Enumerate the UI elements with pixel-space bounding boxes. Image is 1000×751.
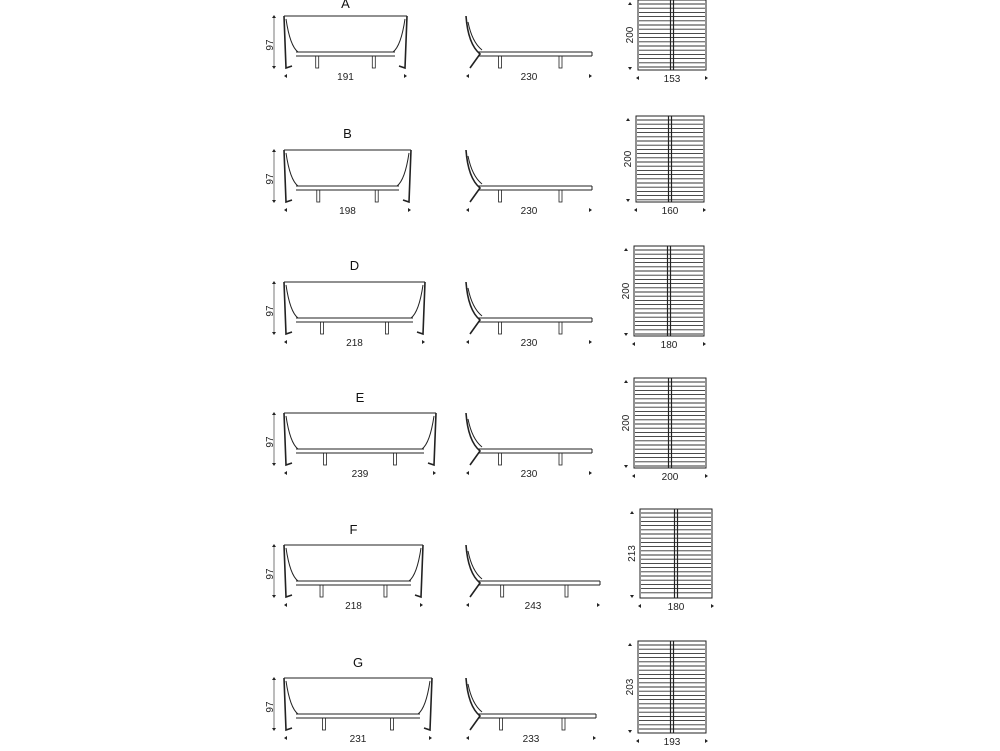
length-label: 230 xyxy=(520,206,538,217)
arrow-marker xyxy=(466,471,469,475)
bed-variant-f xyxy=(265,509,714,613)
width-label: 198 xyxy=(339,206,356,217)
arrow-marker xyxy=(593,736,596,740)
center-leg xyxy=(321,322,324,334)
arrow-marker xyxy=(429,736,432,740)
arrow-marker xyxy=(589,340,592,344)
side-leg xyxy=(499,190,502,202)
center-leg xyxy=(317,190,320,202)
side-leg xyxy=(501,585,504,597)
arrow-marker xyxy=(624,380,628,383)
arrow-marker xyxy=(630,595,634,598)
right-brace xyxy=(422,416,434,449)
height-label: 97 xyxy=(265,173,276,185)
slatted-base-view xyxy=(625,0,708,85)
length-label: 243 xyxy=(524,601,542,612)
arrow-marker xyxy=(628,67,632,70)
center-leg xyxy=(385,322,388,334)
height-label: 97 xyxy=(265,701,276,713)
arrow-marker xyxy=(632,342,635,346)
arrow-marker xyxy=(420,603,423,607)
arrow-marker xyxy=(466,208,469,212)
arrow-marker xyxy=(272,15,276,18)
right-leg-frame xyxy=(403,150,411,202)
center-leg xyxy=(384,585,387,597)
arrow-marker xyxy=(711,604,714,608)
right-leg-frame xyxy=(424,678,432,730)
right-leg-frame xyxy=(415,545,423,597)
arrow-marker xyxy=(624,465,628,468)
slat-frame xyxy=(638,0,706,70)
slat-width-label: 180 xyxy=(667,602,685,613)
side-leg xyxy=(559,190,562,202)
bed-variant-a xyxy=(265,0,708,85)
left-leg-frame xyxy=(284,545,292,597)
front-view xyxy=(265,258,425,349)
front-view xyxy=(265,390,436,480)
variant-letter: B xyxy=(343,126,352,141)
arrow-marker xyxy=(466,736,469,740)
side-leg xyxy=(559,453,562,465)
arrow-marker xyxy=(636,76,639,80)
slat-width-label: 200 xyxy=(661,472,679,483)
arrow-marker xyxy=(589,208,592,212)
arrow-marker xyxy=(272,544,276,547)
height-label: 97 xyxy=(265,39,276,51)
slatted-base-view xyxy=(623,116,706,217)
arrow-marker xyxy=(272,595,276,598)
left-brace xyxy=(286,681,298,714)
side-leg xyxy=(559,322,562,334)
length-label: 230 xyxy=(520,72,538,83)
side-leg xyxy=(565,585,568,597)
left-leg-frame xyxy=(284,150,292,202)
right-brace xyxy=(409,548,421,581)
front-view xyxy=(265,655,432,745)
height-label: 97 xyxy=(265,568,276,580)
slat-length-label: 203 xyxy=(625,678,636,696)
variant-letter: G xyxy=(352,655,364,670)
left-brace xyxy=(286,19,298,52)
arrow-marker xyxy=(466,603,469,607)
arrow-marker xyxy=(272,66,276,69)
left-brace xyxy=(286,548,298,581)
slatted-base-view xyxy=(627,509,714,613)
arrow-marker xyxy=(272,200,276,203)
left-brace xyxy=(286,153,298,186)
arrow-marker xyxy=(404,74,407,78)
right-brace xyxy=(411,285,423,318)
arrow-marker xyxy=(628,643,632,646)
arrow-marker xyxy=(628,2,632,5)
front-view xyxy=(265,126,411,217)
width-label: 218 xyxy=(346,338,363,349)
arrow-marker xyxy=(638,604,641,608)
right-brace xyxy=(418,681,430,714)
left-leg-frame xyxy=(284,413,292,465)
height-label: 97 xyxy=(265,305,276,317)
arrow-marker xyxy=(705,739,708,743)
arrow-marker xyxy=(705,474,708,478)
center-leg xyxy=(324,453,327,465)
slat-frame xyxy=(634,246,704,336)
bed-variant-e xyxy=(265,378,708,483)
arrow-marker xyxy=(422,340,425,344)
variant-letter: A xyxy=(341,0,350,11)
left-brace xyxy=(286,416,298,449)
arrow-marker xyxy=(272,281,276,284)
arrow-marker xyxy=(703,342,706,346)
arrow-marker xyxy=(626,118,630,121)
arrow-marker xyxy=(272,412,276,415)
side-leg xyxy=(499,56,502,68)
slat-length-label: 213 xyxy=(627,545,638,562)
arrow-marker xyxy=(272,149,276,152)
left-leg-frame xyxy=(284,282,292,334)
arrow-marker xyxy=(624,248,628,251)
arrow-marker xyxy=(703,208,706,212)
arrow-marker xyxy=(632,474,635,478)
side-view xyxy=(466,150,592,217)
center-leg xyxy=(372,56,375,68)
arrow-marker xyxy=(272,728,276,731)
slatted-base-view xyxy=(621,246,706,351)
arrow-marker xyxy=(624,333,628,336)
arrow-marker xyxy=(272,677,276,680)
left-leg-frame xyxy=(284,678,292,730)
arrow-marker xyxy=(597,603,600,607)
arrow-marker xyxy=(272,463,276,466)
right-leg-frame xyxy=(399,16,407,68)
arrow-marker xyxy=(628,730,632,733)
width-label: 231 xyxy=(349,734,367,745)
length-label: 230 xyxy=(520,469,538,480)
right-brace xyxy=(393,19,405,52)
center-leg xyxy=(316,56,319,68)
slat-width-label: 160 xyxy=(661,206,679,217)
slat-frame xyxy=(634,378,706,468)
arrow-marker xyxy=(284,603,287,607)
length-label: 230 xyxy=(520,338,538,349)
width-label: 239 xyxy=(351,469,369,480)
side-leg xyxy=(562,718,565,730)
arrow-marker xyxy=(636,739,639,743)
arrow-marker xyxy=(626,199,630,202)
width-label: 218 xyxy=(345,601,362,612)
arrow-marker xyxy=(630,511,634,514)
left-leg-frame xyxy=(284,16,292,68)
variant-letter: E xyxy=(355,390,365,405)
right-leg-frame xyxy=(428,413,436,465)
slat-length-label: 200 xyxy=(625,26,636,44)
center-leg xyxy=(375,190,378,202)
slat-length-label: 200 xyxy=(623,150,634,168)
right-leg-frame xyxy=(417,282,425,334)
side-view xyxy=(466,545,600,612)
arrow-marker xyxy=(284,340,287,344)
arrow-marker xyxy=(433,471,436,475)
bed-variant-g xyxy=(265,641,708,748)
arrow-marker xyxy=(589,471,592,475)
side-view xyxy=(466,16,592,83)
arrow-marker xyxy=(284,736,287,740)
side-view xyxy=(466,282,592,349)
center-leg xyxy=(322,718,325,730)
bed-variant-d xyxy=(265,246,706,351)
side-leg xyxy=(559,56,562,68)
width-label: 191 xyxy=(337,72,354,83)
arrow-marker xyxy=(466,74,469,78)
center-leg xyxy=(393,453,396,465)
arrow-marker xyxy=(589,74,592,78)
arrow-marker xyxy=(408,208,411,212)
slatted-base-view xyxy=(621,378,708,483)
side-leg xyxy=(499,453,502,465)
variant-letter: F xyxy=(349,522,358,537)
slat-length-label: 200 xyxy=(621,414,632,432)
height-label: 97 xyxy=(265,436,276,448)
bed-variant-b xyxy=(265,116,706,217)
front-view xyxy=(265,522,423,612)
arrow-marker xyxy=(284,471,287,475)
front-view xyxy=(265,0,407,83)
variant-letter: D xyxy=(349,258,360,273)
side-leg xyxy=(500,718,503,730)
arrow-marker xyxy=(284,208,287,212)
center-leg xyxy=(320,585,323,597)
right-brace xyxy=(397,153,409,186)
slat-frame xyxy=(636,116,704,202)
left-brace xyxy=(286,285,298,318)
side-view xyxy=(466,413,592,480)
arrow-marker xyxy=(466,340,469,344)
slatted-base-view xyxy=(625,641,708,748)
arrow-marker xyxy=(705,76,708,80)
slat-width-label: 193 xyxy=(663,737,681,748)
arrow-marker xyxy=(634,208,637,212)
length-label: 233 xyxy=(522,734,540,745)
slat-width-label: 153 xyxy=(663,74,681,85)
slat-length-label: 200 xyxy=(621,282,632,300)
arrow-marker xyxy=(272,332,276,335)
slat-width-label: 180 xyxy=(660,340,678,351)
center-leg xyxy=(391,718,394,730)
side-view xyxy=(466,678,596,745)
arrow-marker xyxy=(284,74,287,78)
side-leg xyxy=(499,322,502,334)
